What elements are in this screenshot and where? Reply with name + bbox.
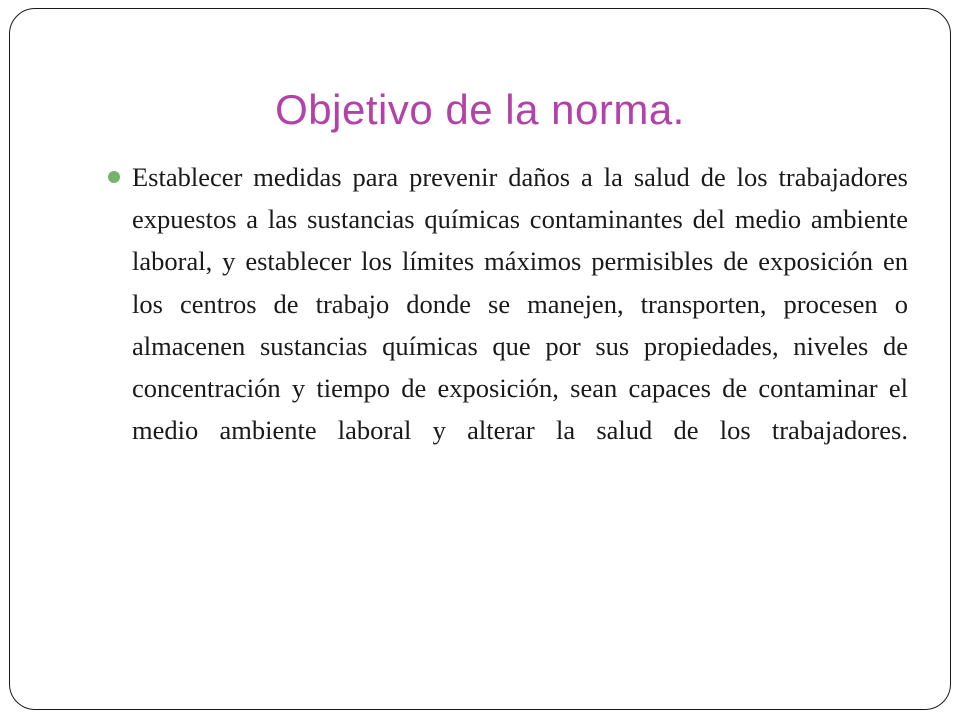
slide-title: Objetivo de la norma. [275, 86, 685, 133]
bullet-text: Establecer medidas para prevenir daños a la salud de los trabajadores expuestos a las sustancias químicas contaminantes del medio ambiente laboral, y establecer los límites máximos permisibles de exposición en los centros de trabajo donde se manejen, transporten, procesen o almacenen sustancias químicas que por sus propiedades, niveles de concentración y tiempo de exposición, sean capaces de contaminar el medio ambiente laboral y alterar la salud de los trabajadores. [132, 162, 908, 446]
bullet-item [132, 156, 908, 451]
bullet-dot-icon [108, 171, 120, 183]
